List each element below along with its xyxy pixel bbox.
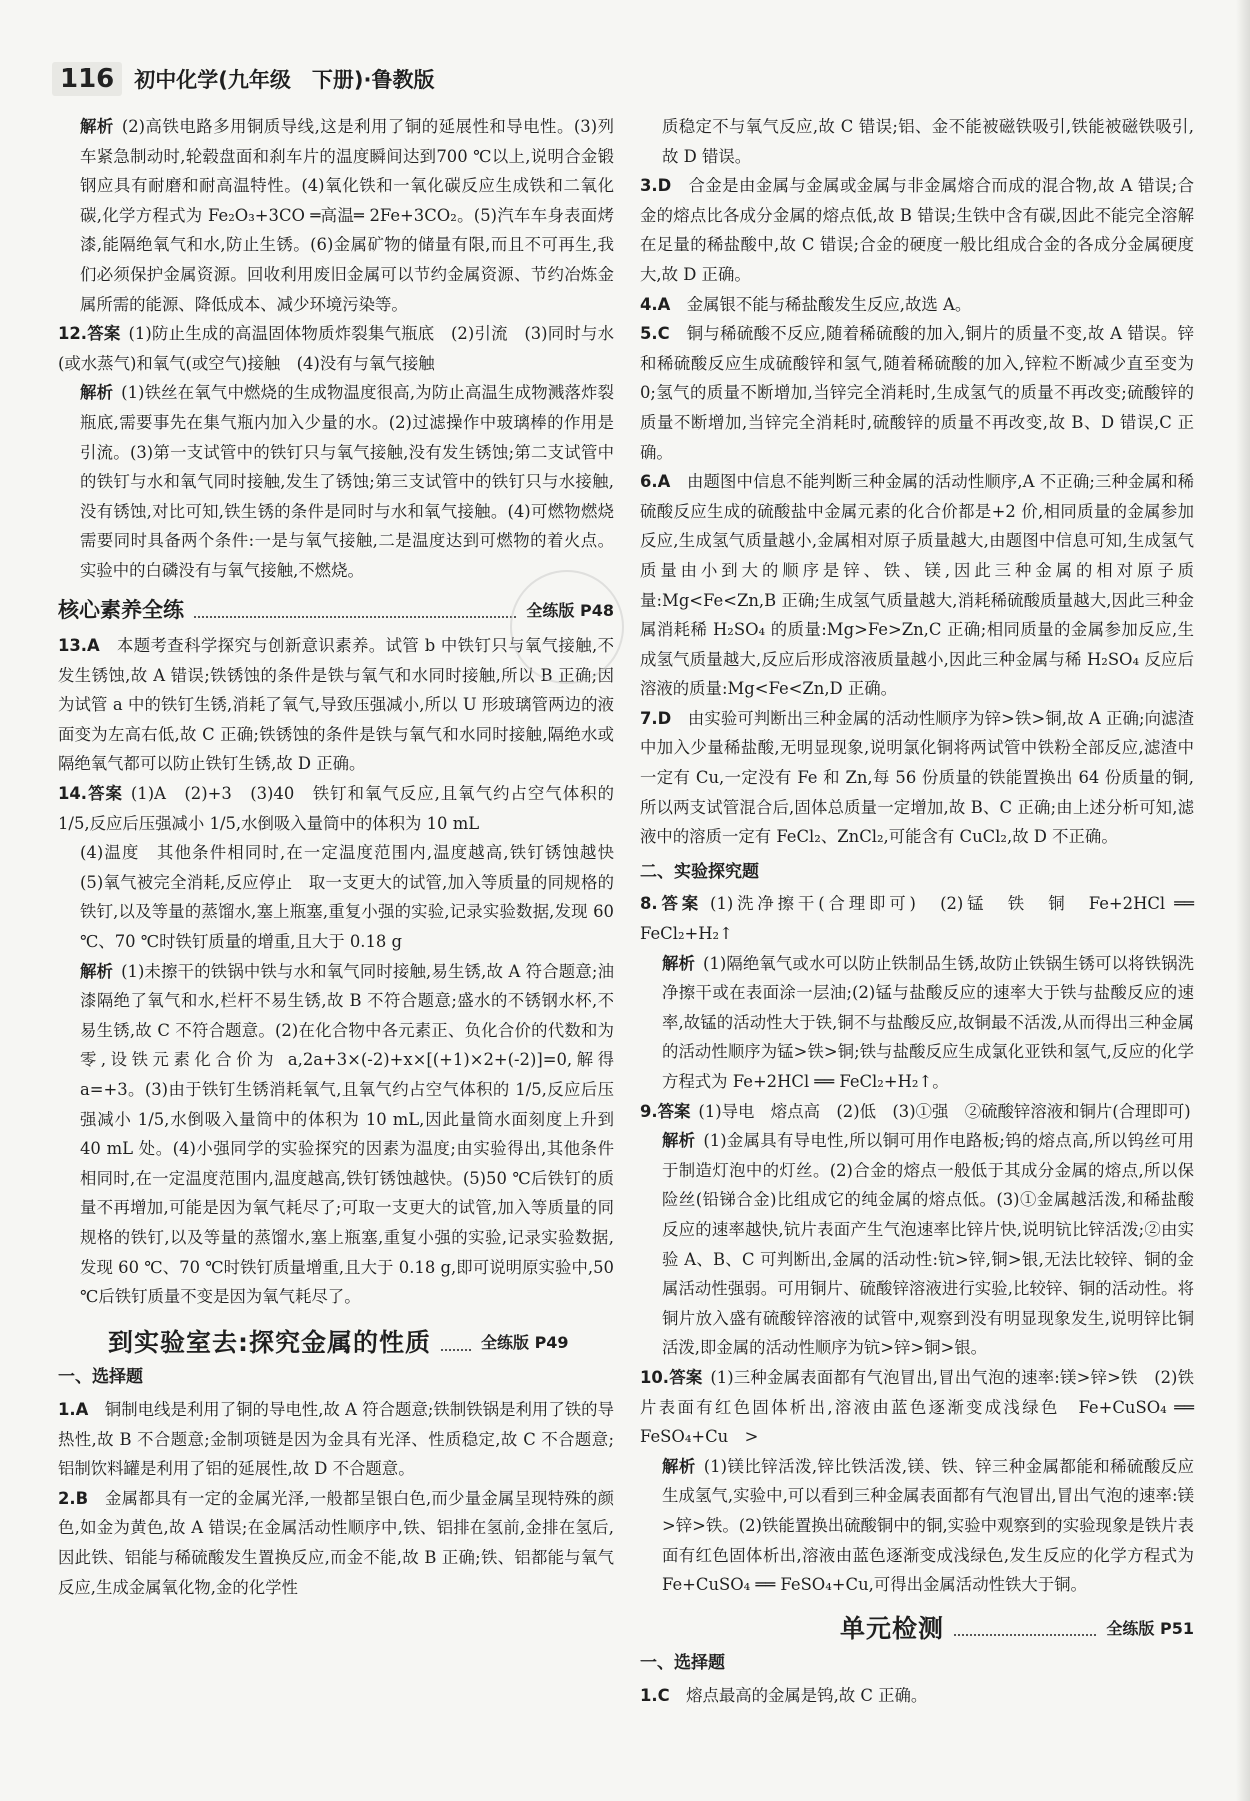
question-number: 5.C [640,324,670,344]
question-text: 熔点最高的金属是钨,故 C 正确。 [686,1685,928,1705]
question-1 [58,1395,614,1484]
analysis-text: (2)高铁电路多用铜质导线,这是利用了铜的延展性和导电性。(3)列车紧急制动时,轮毂盘面和刹车片的温度瞬间达到700 ℃以上,说明合金锻钢应具有耐磨和耐高温特性。(4)氧化铁和一氧化碳反应生成铁和二氧化碳,化学方程式为 Fe₂O₃+3CO ═高温═ 2Fe+3CO₂。(5)汽车车身表面烤漆,能隔绝氧气和水,防止生锈。(6)金属矿物的储量有限,而且不可再生,我们必须保护金属资源。回收利用废旧金属可以节约金属资源、节约冶炼金属所需的能源、降低成本、减少环境污染等。 [80,117,614,314]
answer-text: (1)导电 熔点高 (2)低 (3)①强 ②硫酸锌溶液和铜片(合理即可) [698,1101,1191,1121]
question-text: 本题考查科学探究与创新意识素养。试管 b 中铁钉只与氧气接触,不发生锈蚀,故 A 错误;铁锈蚀的条件是铁与氧气和水同时接触,所以 B 正确;因为试管 a 中的铁钉生锈,消耗了氧气,导致压强减小,所以 U 形玻璃管两边的液面变为左高右低,故 C 正确;铁锈蚀的条件是铁与氧气和水同时接触,隔绝水或隔绝氧气都可以防止铁钉生锈,故 D 正确。 [58,636,615,774]
question-number: 2.B [58,1488,89,1508]
question-2 [58,1484,614,1602]
leader-dots [441,1335,471,1351]
question-1-unit [640,1681,1194,1711]
analysis-block [58,112,614,319]
question-number: 1.A [58,1399,89,1419]
answer-label: 答案 [87,324,121,344]
question-number: 14. [58,784,88,804]
section-ref: 全练版 P51 [1106,1618,1194,1638]
question-text: 金属银不能与稀盐酸发生反应,故选 A。 [686,294,972,314]
analysis-label: 解析 [662,953,696,973]
question-text: 由题图中信息不能判断三种金属的活动性顺序,A 不正确;三种金属和稀硫酸反应生成的硫酸盐中金属元素的化合价都是+2 价,相同质量的金属参加反应,生成氢气质量越小,金属相对原子质量越大,由题图中信息可知,生成氢气质量由小到大的顺序是锌、铁、镁,因此三种金属的相对原子质量:Mg<Fe<Zn,B 正确;生成氢气质量越大,消耗稀硫酸质量越大,因此三种金属消耗稀 H₂SO₄ 的质量:Mg>Fe>Zn,C 正确;相同质量的金属参加反应,生成氢气质量越大,反应后形成溶液质量越小,因此三种金属与稀 H₂SO₄ 反应后溶液的质量:Mg<Fe<Zn,D 正确。 [640,472,1195,699]
analysis-text: (1)未擦干的铁锅中铁与水和氧气同时接触,易生锈,故 A 符合题意;油漆隔绝了氧气和水,栏杆不易生锈,故 B 不符合题意;盛水的不锈钢水杯,不易生锈,故 C 不符合题意。(2)在化合物中各元素正、负化合价的代数和为零,设铁元素化合价为 a,2a+3×(-2)+x×[(+1)×2+(-2)]=0,解得 a=+3。(3)由于铁钉生锈消耗氧气,且氧气约占空气体积的 1/5,反应后压强减小 1/5,水倒吸入量筒中的体积为 10 mL,因此量筒水面刻度上升到 40 mL 处。(4)小强同学的实验探究的因素为温度;由实验得出,其他条件相同时,在一定温度范围内,温度越高,铁钉锈蚀越快。(5)50 ℃后铁钉的质量不再增加,可能是因为氧气耗尽了;可取一支更大的试管,加入等质量的同规格的铁钉,以及等量的蒸馏水,塞上瓶塞,重复小强的实验,记录实验数据,发现 60 ℃、70 ℃时铁钉质量增重,且大于 0.18 g,即可说明原实验中,50 ℃后铁钉质量不变是因为氧气耗尽了。 [80,961,614,1307]
question-number: 3.D [640,176,672,196]
question-5 [640,319,1194,467]
answer-text: (1)三种金属表面都有气泡冒出,冒出气泡的速率:镁>锌>铁 (2)铁片表面有红色固体析出,溶液由蓝色逐渐变成浅绿色 Fe+CuSO₄ ══ FeSO₄+Cu > [640,1367,1194,1447]
answer-label: 答案 [87,784,123,804]
question-text: 合金是由金属与金属或金属与非金属熔合而成的混合物,故 A 错误;合金的熔点比各成分金属的熔点低,故 B 错误;生铁中含有碳,因此不能完全溶解在足量的稀盐酸中,故 C 错误;合金的硬度一般比组成合金的各成分金属硬度大,故 D 正确。 [640,176,1194,284]
continued-text [640,112,1194,171]
question-number: 1.C [640,1685,670,1705]
section-title: 单元检测 [840,1613,945,1643]
analysis-text: (1)隔绝氧气或水可以防止铁制品生锈,故防止铁锅生锈可以将铁锅洗净擦干或在表面涂一层油;(2)锰与盐酸反应的速率大于铁与盐酸反应的速率,故锰的活动性大于铁,铜不与盐酸反应,故铜最不活泼,从而得出三种金属的活动性顺序为锰>铁>铜;铁与盐酸反应生成氯化亚铁和氢气,反应的化学方程式为 Fe+2HCl ══ FeCl₂+H₂↑。 [662,953,1194,1091]
leader-dots [194,602,516,618]
analysis-text: (1)镁比锌活泼,锌比铁活泼,镁、铁、锌三种金属都能和稀硫酸反应生成氢气,实验中,可以看到三种金属表面都有气泡冒出,冒出气泡的速率:镁>锌>铁。(2)铁能置换出硫酸铜中的铜,实验中观察到的实验现象是铁片表面有红色固体析出,溶液由蓝色逐渐变成浅绿色,发生反应的化学方程式为 Fe+CuSO₄ ══ FeSO₄+Cu,可得出金属活动性铁大于铜。 [662,1456,1195,1595]
analysis-label: 解析 [80,383,114,403]
leader-dots [954,1620,1096,1636]
question-3 [640,171,1194,289]
question-10 [640,1363,1194,1600]
answer-text: (1)洗净擦干(合理即可) (2)锰 铁 铜 Fe+2HCl ══ FeCl₂+H₂↑ [640,894,1194,944]
question-text: 铜制电线是利用了铜的导电性,故 A 符合题意;铁制铁锅是利用了铁的导热性,故 B 不合题意;金制项链是因为金具有光泽、性质稳定,故 C 不合题意;铝制饮料罐是利用了铝的延展性,故 D 不合题意。 [58,1399,614,1479]
question-4 [640,290,1194,320]
question-text: 金属都具有一定的金属光泽,一般都呈银白色,而少量金属呈现特殊的颜色,如金为黄色,故 A 错误;在金属活动性顺序中,铁、铝排在氢前,金排在氢后,因此铁、铝能与稀硫酸发生置换反应,而金不能,故 B 正确;铁、铝都能与氧气反应,生成金属氧化物,金的化学性 [58,1488,615,1597]
section-title: 到实验室去:探究金属的性质 [108,1327,431,1357]
question-text: 铜与稀硫酸不反应,随着稀硫酸的加入,铜片的质量不变,故 A 错误。锌和稀硫酸反应生成硫酸锌和氢气,随着稀硫酸的加入,锌粒不断减少直至变为 0;氢气的质量不断增加,当锌完全消耗时,生成氢气的质量不再改变;硫酸锌的质量不断增加,当锌完全消耗时,硫酸锌的质量不再改变,故 B、D 错误,C 正确。 [640,324,1194,462]
subsection-heading: 一、选择题 [58,1367,143,1388]
question-14 [58,779,631,1312]
page-header [52,56,434,102]
question-text: 由实验可判断出三种金属的活动性顺序为锌>铁>铜,故 A 正确;向滤渣中加入少量稀盐酸,无明显现象,说明氯化铜将两试管中铁粉全部反应,滤渣中一定有 Cu,一定没有 Fe 和 Zn,每 56 份质量的铁能置换出 64 份质量的铜,所以两支试管混合后,固体总质量一定增加,故 B、C 正确;由上述分析可知,滤液中的溶质一定有 FeCl₂、ZnCl₂,可能含有 CuCl₂,故 D 不正确。 [640,708,1194,847]
stamp-mark [510,570,624,684]
section-ref: 全练版 P49 [481,1332,569,1352]
answer-label: 答案 [657,894,703,914]
analysis-label: 解析 [80,117,114,136]
analysis-text: 质稳定不与氧气反应,故 C 错误;铝、金不能被磁铁吸引,铁能被磁铁吸引,故 D 错误。 [662,117,1194,166]
question-number: 12. [58,324,88,344]
question-7 [640,704,1194,852]
section-heading-unit-test [640,1614,1194,1644]
question-number: 6.A [640,472,671,492]
subsection-heading: 一、选择题 [640,1653,725,1674]
section-ref: 全练版 P48 [526,600,614,620]
answer-text: (1)A (2)+3 (3)40 铁钉和氧气反应,且氧气约占空气体积的 1/5,反应后压强减小 1/5,水倒吸入量筒中的体积为 10 mL [58,784,615,833]
question-number: 8. [640,894,658,914]
analysis-label: 解析 [662,1131,696,1151]
question-number: 13.A [58,636,100,656]
right-column [640,112,1194,1710]
question-8 [640,889,1194,1096]
subsection-heading: 二、实验探究题 [640,861,759,882]
answer-label: 答案 [657,1101,691,1121]
answer-text: (1)防止生成的高温固体物质炸裂集气瓶底 (2)引流 (3)同时与水(或水蒸气)和氧气(或空气)接触 (4)没有与氧气接触 [58,324,615,373]
question-number: 7.D [640,708,672,728]
section-heading-lab [58,1328,614,1358]
book-title: 初中化学(九年级 下册)·鲁教版 [134,68,435,92]
question-6 [640,467,1194,704]
analysis-text: (1)金属具有导电性,所以铜可用作电路板;钨的熔点高,所以钨丝可用于制造灯泡中的灯丝。(2)合金的熔点一般低于其成分金属的熔点,所以保险丝(铅锑合金)比组成它的纯金属的熔点低。(3)①金属越活泼,和稀盐酸反应的速率越快,钪片表面产生气泡速率比锌片快,说明钪比锌活泼;②由实验 A、B、C 可判断出,金属的活动性:钪>锌,铜>银,无法比较锌、铜的金属活动性强弱。可用铜片、硫酸锌溶液进行实验,比较锌、铜的活动性。将铜片放入盛有硫酸锌溶液的试管中,观察到没有明显现象发生,说明锌比铜活泼,即金属的活动性顺序为钪>锌>铜>银。 [662,1131,1194,1358]
question-12 [58,319,614,585]
analysis-label: 解析 [662,1456,696,1476]
answer-text: (4)温度 其他条件相同时,在一定温度范围内,温度越高,铁钉锈蚀越快 (5)氧气被完全消耗,反应停止 取一支更大的试管,加入等质量的同规格的铁钉,以及等量的蒸馏水,塞上瓶塞,重复小强的实验,记录实验数据,发现 60 ℃、70 ℃时铁钉质量的增重,且大于 0.18 g [80,843,631,952]
section-title: 核心素养全练 [58,597,184,622]
question-9 [640,1097,1194,1363]
analysis-text: (1)铁丝在氧气中燃烧的生成物温度很高,为防止高温生成物溅落炸裂瓶底,需要事先在集气瓶内加入少量的水。(2)过滤操作中玻璃棒的作用是引流。(3)第一支试管中的铁钉只与氧气接触,没有发生锈蚀;第二支试管中的铁钉与水和氧气同时接触,发生了锈蚀;第三支试管中的铁钉只与水接触,没有锈蚀,对比可知,铁生锈的条件是同时与水和氧气接触。(4)可燃物燃烧需要同时具备两个条件:一是与氧气接触,二是温度达到可燃物的着火点。实验中的白磷没有与氧气接触,不燃烧。 [80,383,615,580]
page-fold-shadow [1236,0,1250,1801]
left-column [58,112,631,1602]
answer-label: 答案 [669,1367,703,1387]
question-number: 9. [640,1101,658,1121]
page-number: 116 [52,62,122,96]
question-number: 10. [640,1367,670,1387]
question-number: 4.A [640,294,671,314]
analysis-label: 解析 [80,961,114,981]
